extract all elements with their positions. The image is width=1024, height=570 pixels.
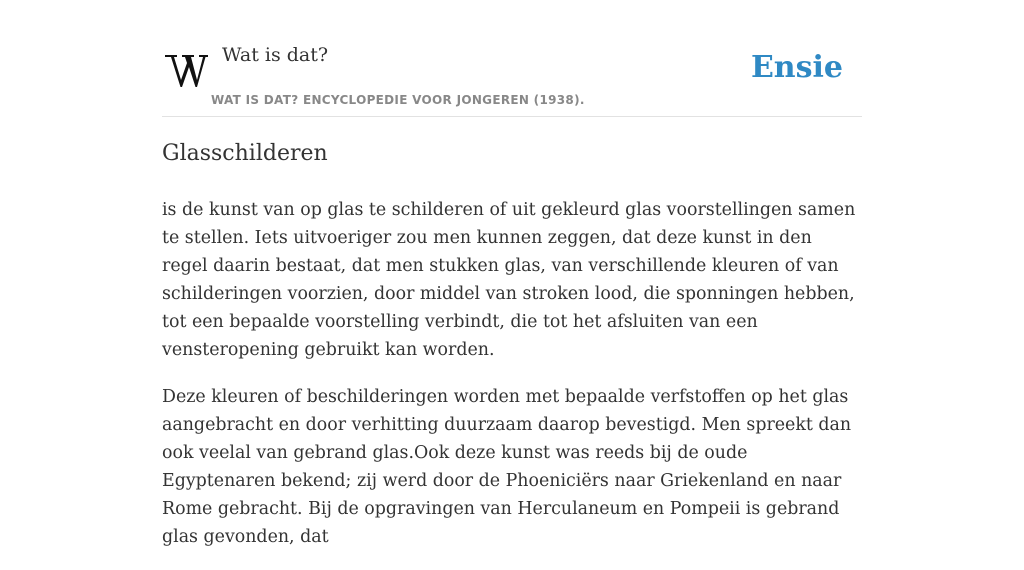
article bbox=[162, 138, 862, 570]
wikisource-w-icon[interactable] bbox=[164, 52, 208, 90]
source-subtitle[interactable]: WAT IS DAT? ENCYCLOPEDIE VOOR JONGEREN (1938). bbox=[211, 93, 585, 107]
brand-logo[interactable]: Ensie bbox=[750, 50, 843, 85]
article-paragraph: is de kunst van op glas te schilderen of uit gekleurd glas voorstellingen samen te stellen. Iets uitvoeriger zou men kunnen zeggen, dat deze kunst in den regel daarin bestaat, dat men stukken glas, van verschillende kleuren of van schilderingen voorzien, door middel van stroken lood, die sponningen hebben, tot een bepaalde voorstelling verbindt, die tot het afsluiten van een vensteropening gebruikt kan worden. bbox=[162, 200, 856, 360]
article-title: Glasschilderen bbox=[162, 141, 328, 166]
source-title[interactable]: Wat is dat? bbox=[222, 44, 329, 66]
article-paragraph: Deze kleuren of beschilderingen worden met bepaalde verfstoffen op het glas aangebracht en door verhitting duurzaam daarop bevestigd. Men spreekt dan ook veelal van gebrand glas.Ook deze kunst was reeds bij de oude Egyptenaren bekend; zij werd door de Phoeniciërs naar Griekenland en naar Rome gebracht. Bij de opgravingen van Herculaneum en Pompeii is gebrand glas gevonden, dat bbox=[162, 387, 852, 547]
source-header bbox=[162, 0, 862, 117]
